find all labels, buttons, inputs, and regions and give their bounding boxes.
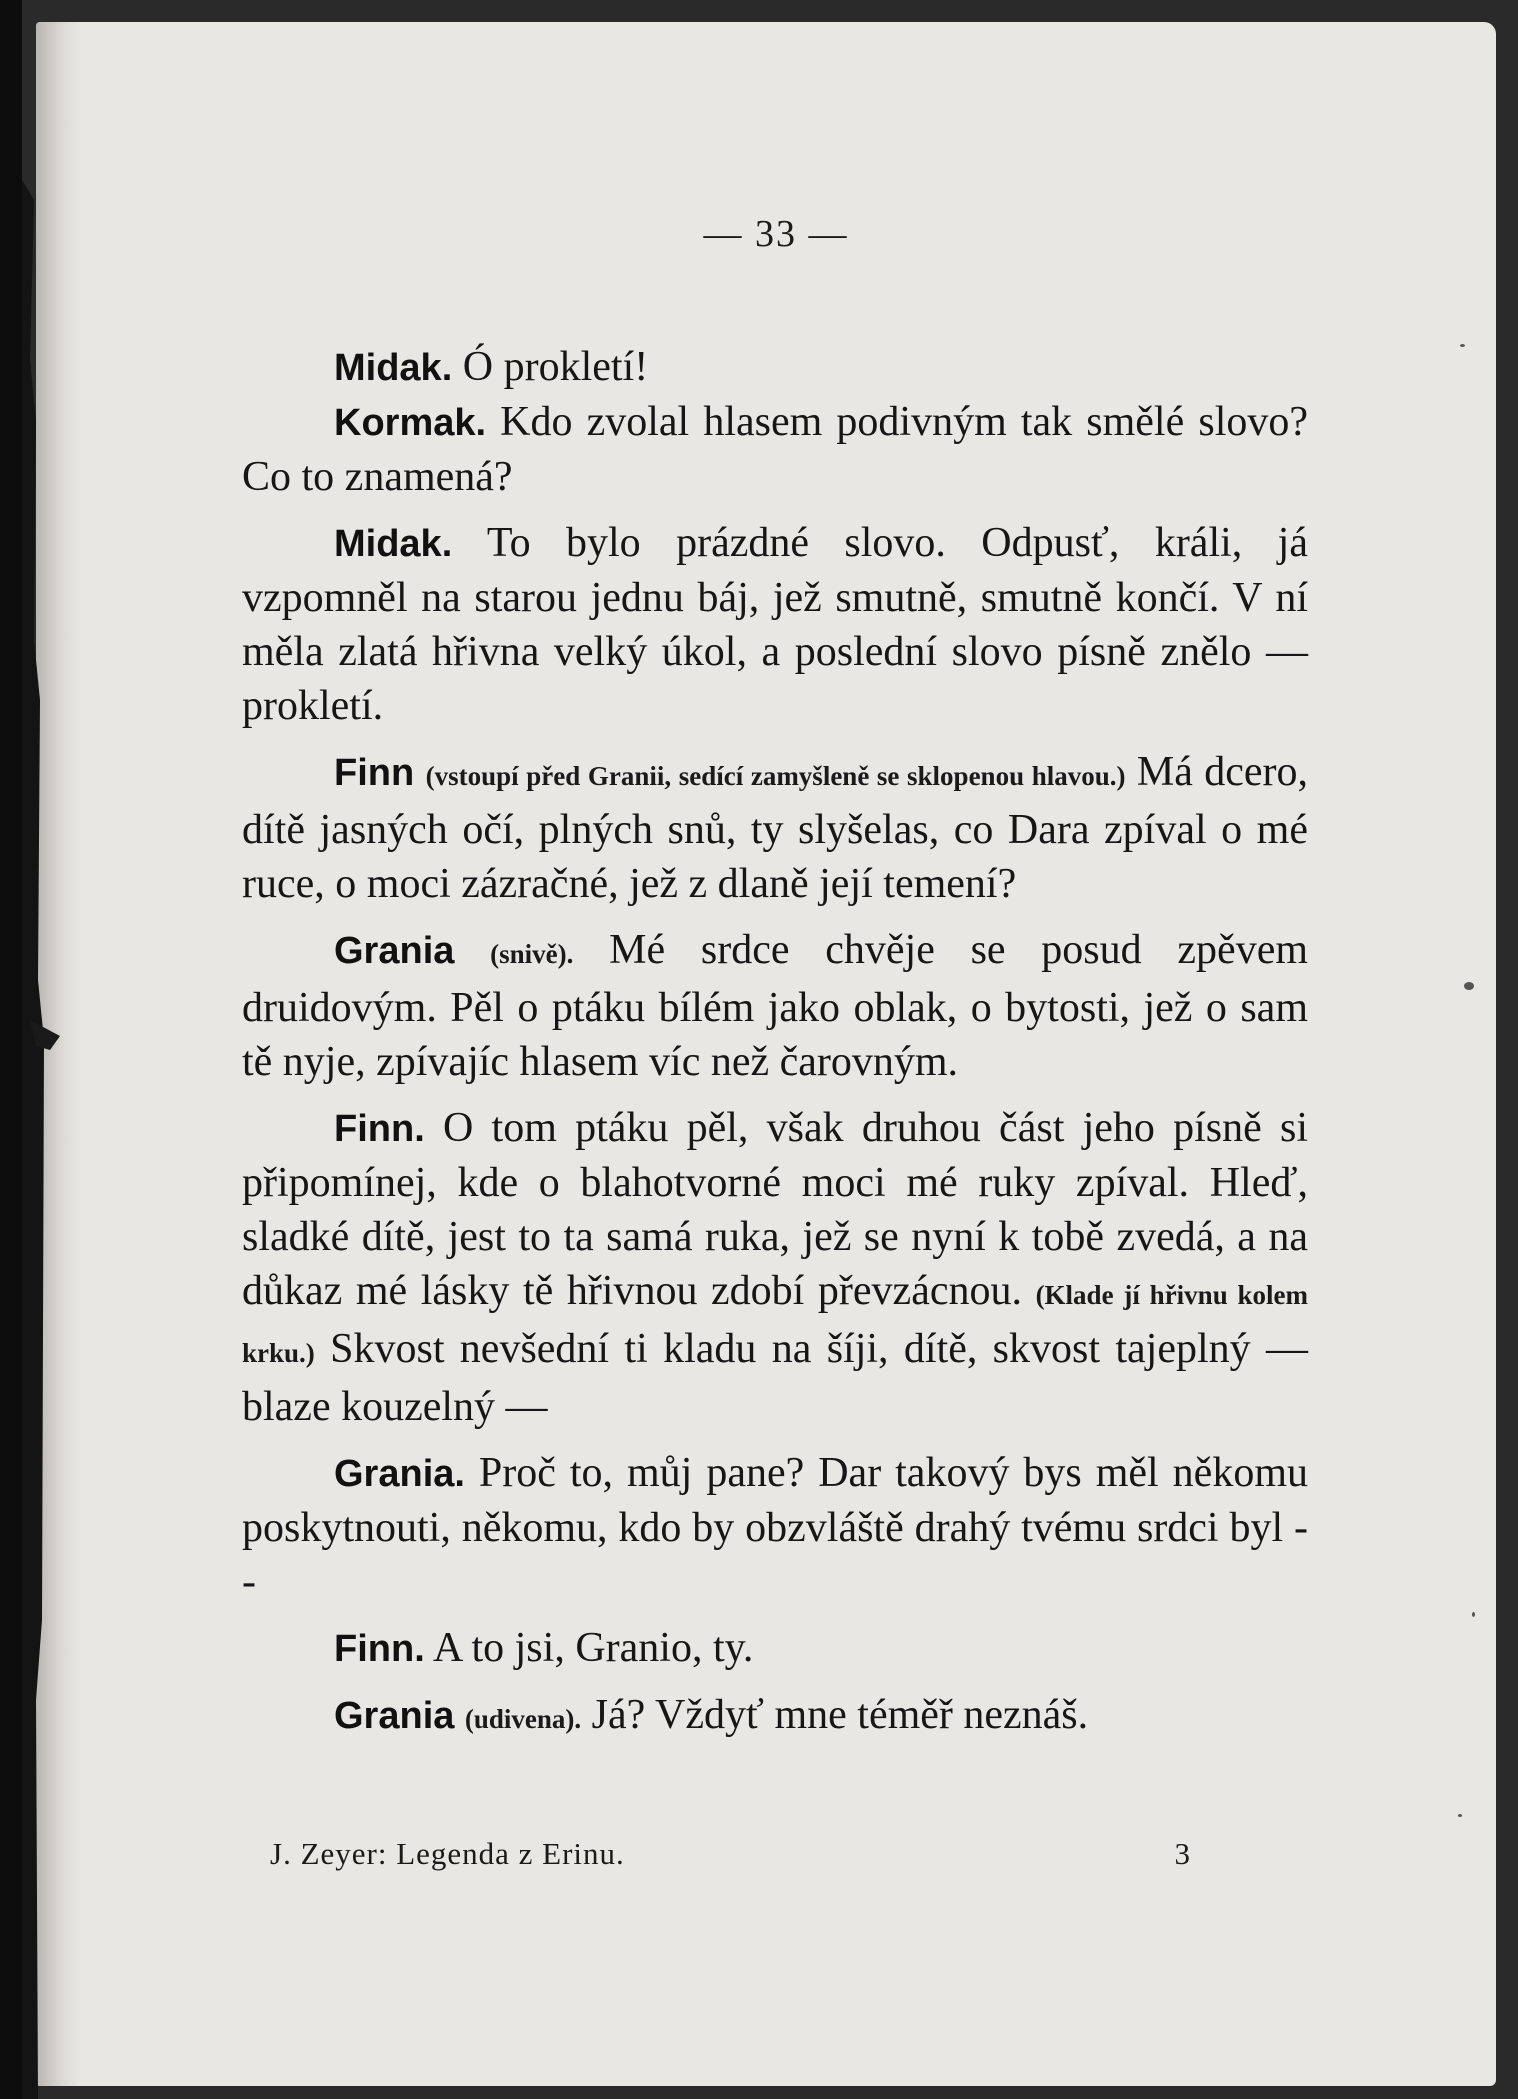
speaker-name: Midak. [334,523,453,565]
line-text: Kdo zvolal hlasem podivným tak smělé slovo? Co to znamená? [242,399,1309,500]
ink-speck [1458,1814,1462,1817]
speaker-name: Grania [334,1695,455,1737]
stage-direction: (Klade jí hřivnu kolem krku.) [242,1280,1309,1368]
line-text: To bylo prázdné slovo. Odpusť, králi, já vzpomněl na starou jednu báj, jež smutně, smutně končí. V ní měla zlatá hřivna velký úkol, a poslední slovo písně znělo — prokletí. [242,520,1308,729]
dialogue-text [242,340,1308,1746]
line-text: Proč to, můj pane? Dar takový bys měl někomu poskytnouti, někomu, kdo by obzvláště drahý tvému srdci byl -- [242,1450,1308,1605]
ink-speck [1464,982,1474,990]
page-number: — 33 — [703,213,849,255]
ink-speck [1472,1612,1475,1617]
book-binding-edge [0,0,70,2099]
stage-direction: (snivě). [490,939,574,969]
speaker-name: Midak. [334,347,453,389]
sheet-number: 3 [1174,1836,1190,1871]
speaker-name: Finn. [334,1108,425,1150]
stage-direction: (udivena). [464,1704,582,1734]
ink-speck [1460,344,1465,347]
paragraph-midak-1 [242,340,1308,395]
binding-thread [22,180,44,2099]
line-text: Já? Vždyť mne téměř neznáš. [591,1692,1089,1738]
line-text: A to jsi, Granio, ty. [432,1625,754,1671]
line-text: Ó prokletí! [462,344,649,390]
stage-direction: (vstoupí před Granii, sedící zamyšleně se sklopenou hlavou.) [425,761,1126,791]
paragraph-grania-1 [242,923,1308,1089]
paragraph-finn-1 [242,745,1308,911]
line-text: O tom ptáku pěl, však druhou část jeho písně si připomínej, kde o blahotvorné moci mé ruky zpíval. Hleď, sladké dítě, jest to ta samá ruka, jež se nyní k tobě zvedá, a na důkaz mé lásky tě hřivnou zdobí převzácnou. [242,1105,1308,1314]
speaker-name: Finn. [334,1628,425,1670]
paragraph-kormak [242,395,1308,504]
footer-signature: J. Zeyer: Legenda z Erinu. [270,1836,625,1871]
speaker-name: Kormak. [334,402,487,444]
speaker-name: Grania [334,930,455,972]
book-page [36,22,1496,2086]
line-text-continued: Skvost nevšední ti kladu na šíji, dítě, skvost tajeplný — blaze kouzelný — [242,1326,1308,1430]
speaker-name: Grania. [334,1453,465,1495]
paragraph-finn-2 [242,1101,1308,1434]
speaker-name: Finn [334,752,415,794]
paragraph-grania-3 [242,1688,1308,1746]
paragraph-grania-2 [242,1446,1308,1609]
line-text: Mé srdce chvěje se posud zpěvem druidovým. Pěl o ptáku bílém jako oblak, o bytosti, jež o sam tě nyje, zpívajíc hlasem víc než čarovným. [242,927,1308,1085]
paragraph-finn-3 [242,1621,1308,1676]
line-text: Má dcero, dítě jasných očí, plných snů, ty slyšelas, co Dara zpíval o mé ruce, o moci zázračné, jež z dlaně její temení? [242,749,1308,907]
paragraph-midak-2 [242,516,1308,733]
binding-strip [0,0,22,2099]
